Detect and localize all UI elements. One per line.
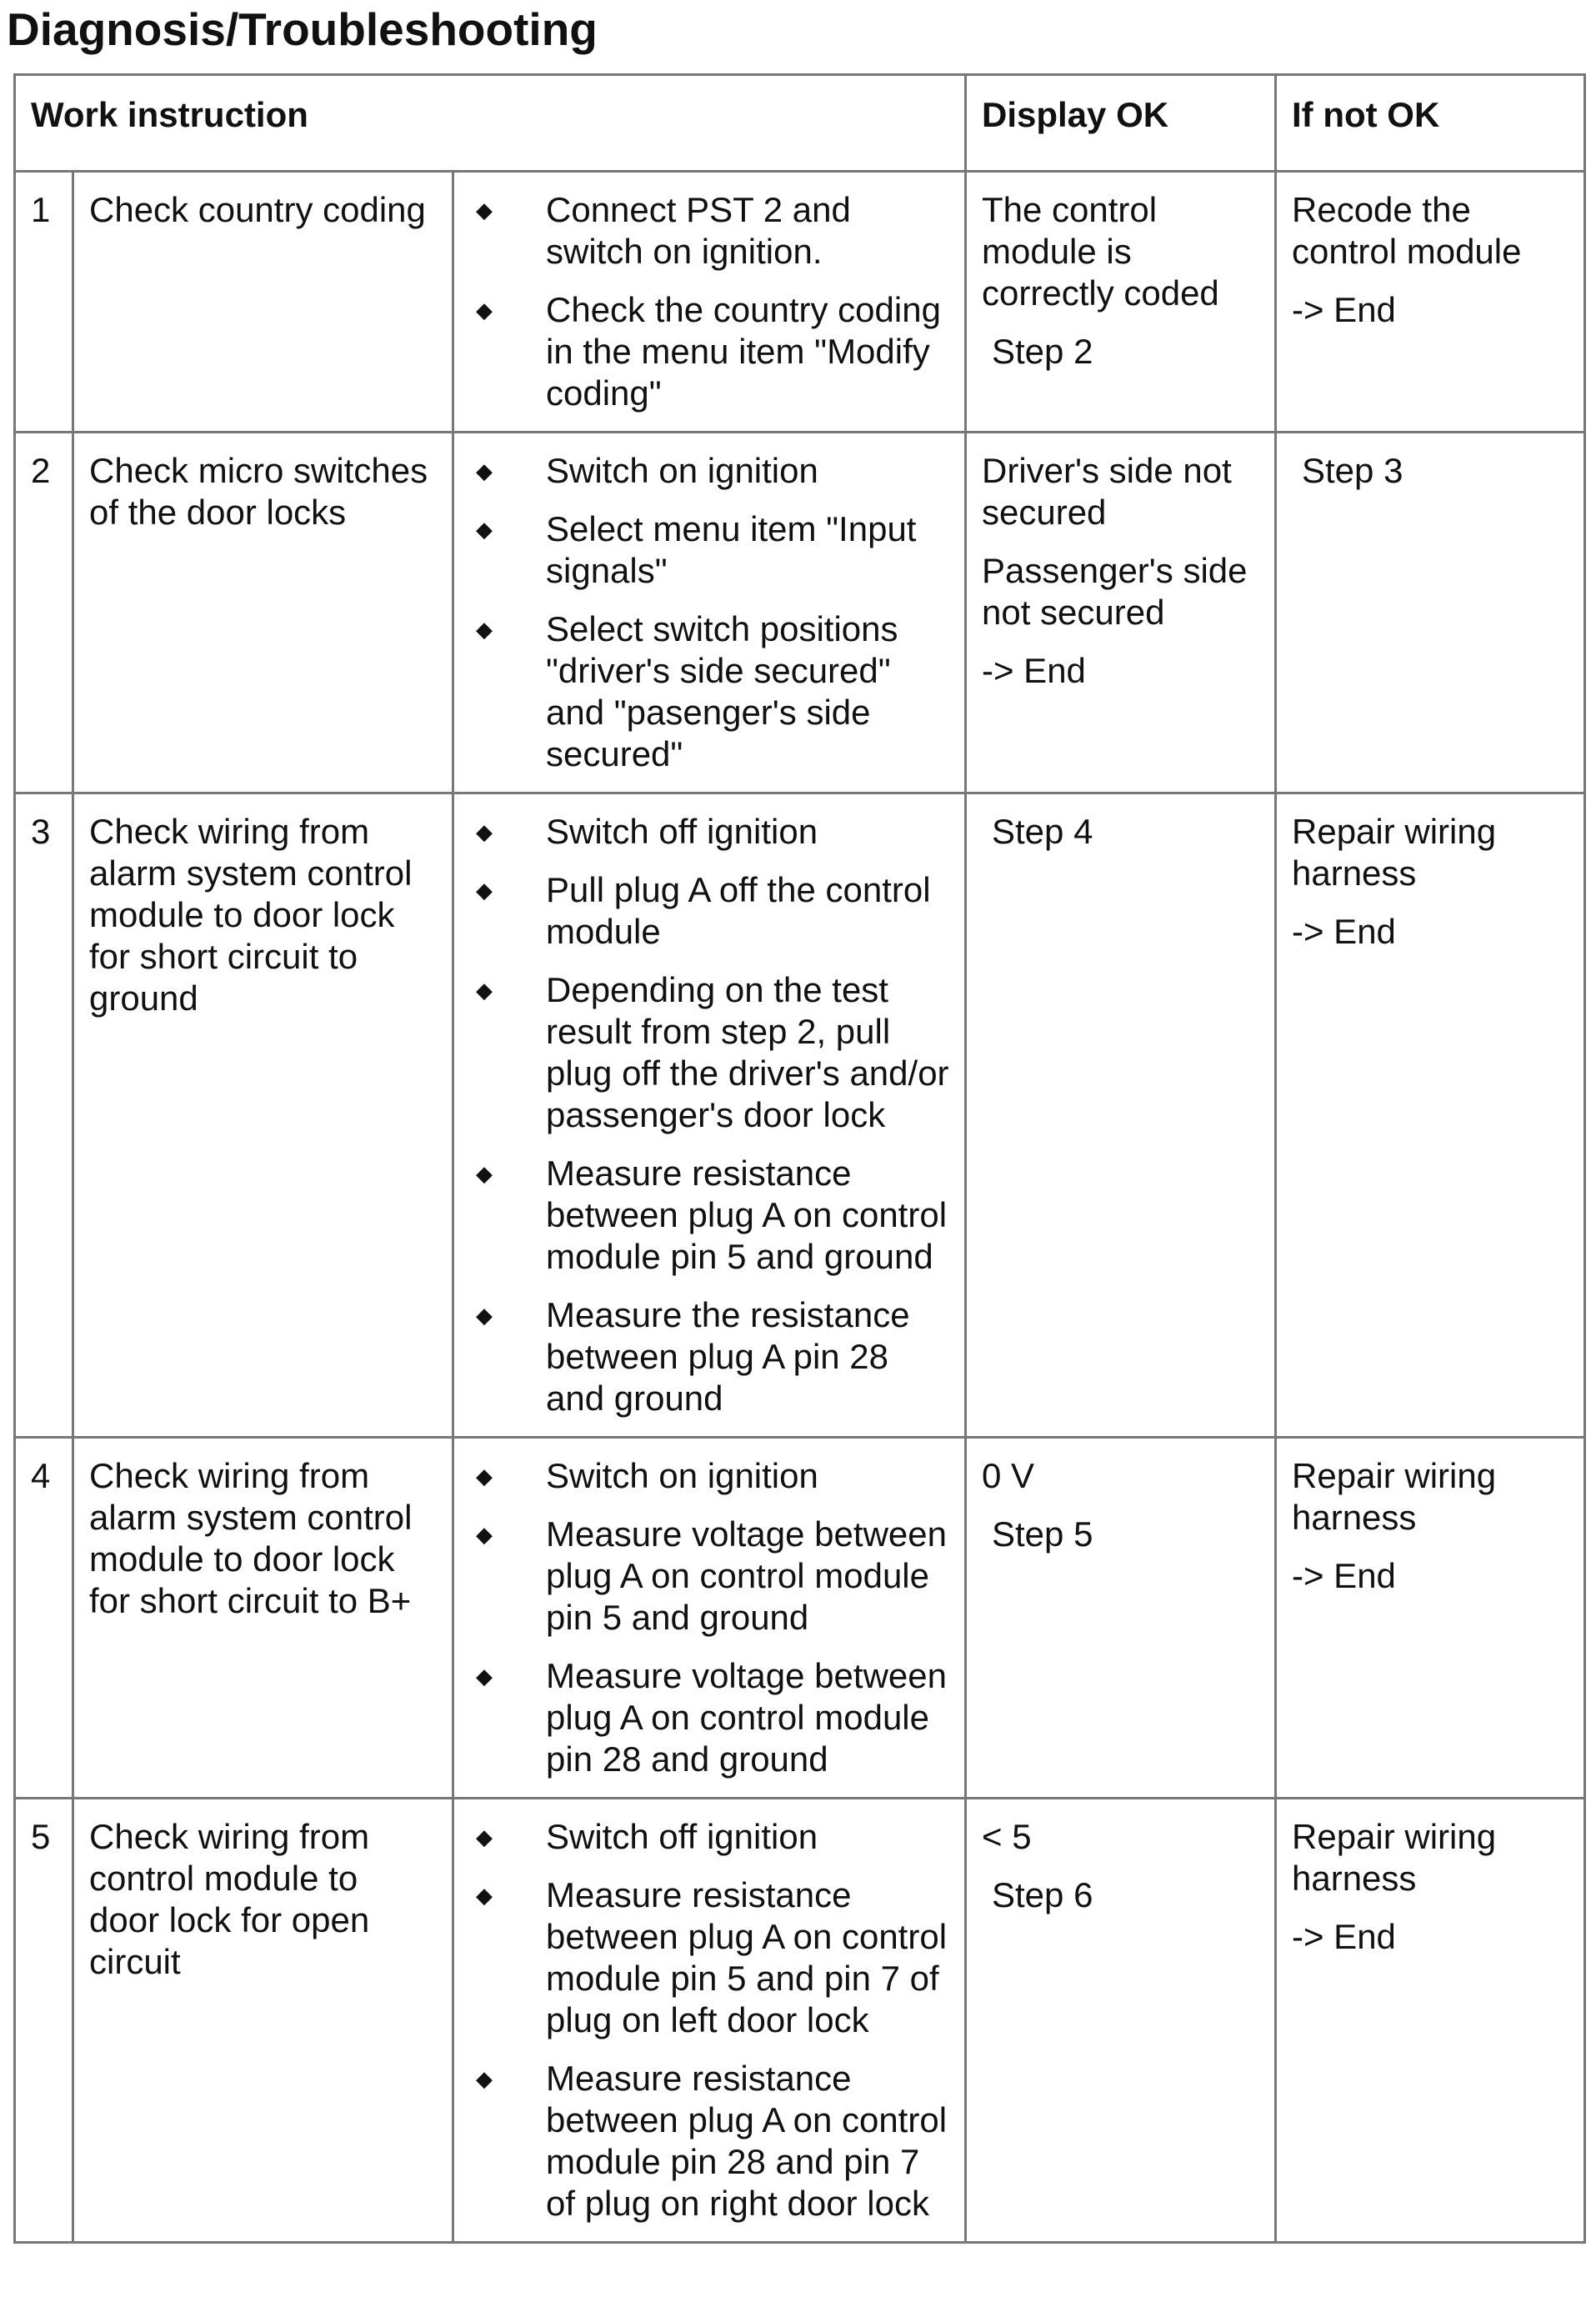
diamond-bullet-icon: ◆ <box>476 2066 493 2091</box>
action-text: Measure resistance between plug A on control module pin 5 and ground <box>546 1153 948 1276</box>
list-item <box>469 1514 949 1639</box>
display-ok-cell <box>966 793 1276 1438</box>
table-header-row <box>15 75 1585 172</box>
action-cell <box>453 1438 966 1799</box>
if-not-ok-cell <box>1276 1799 1585 2243</box>
diamond-bullet-icon: ◆ <box>476 458 493 483</box>
diamond-bullet-icon: ◆ <box>476 878 493 903</box>
header-display-ok: Display OK <box>966 75 1276 172</box>
if-not-ok-cell <box>1276 1438 1585 1799</box>
if-not-ok-cell <box>1276 793 1585 1438</box>
display-ok-text: Step 6 <box>992 1875 1093 1914</box>
list-item <box>469 2058 949 2224</box>
if-not-ok-cell <box>1276 172 1585 433</box>
diamond-bullet-icon: ◆ <box>476 1824 493 1849</box>
action-text: Measure voltage between plug A on control module pin 5 and ground <box>546 1514 947 1637</box>
if-not-ok-cell <box>1276 433 1585 793</box>
diamond-bullet-icon: ◆ <box>476 819 493 844</box>
table-row <box>15 433 1585 793</box>
display-ok-text: < 5 <box>982 1817 1032 1856</box>
action-list <box>469 1455 949 1780</box>
list-item <box>469 1455 949 1497</box>
if-not-ok-text: Repair wiring harness <box>1292 1456 1497 1537</box>
action-text: Switch on ignition <box>546 451 818 490</box>
list-item <box>469 1153 949 1278</box>
action-text: Pull plug A off the control module <box>546 870 931 951</box>
action-list <box>469 189 949 414</box>
display-ok-text: Step 2 <box>992 332 1093 371</box>
display-ok-text: Step 4 <box>992 812 1093 851</box>
table-row <box>15 793 1585 1438</box>
if-not-ok-text: -> End <box>1292 912 1396 951</box>
list-item <box>469 1655 949 1780</box>
diamond-bullet-icon: ◆ <box>476 1161 493 1186</box>
action-cell <box>453 1799 966 2243</box>
header-if-not-ok: If not OK <box>1276 75 1585 172</box>
action-text: Select switch positions "driver's side secured" and "pasenger's side secured" <box>546 609 898 773</box>
diamond-bullet-icon: ◆ <box>476 1464 493 1489</box>
step-description: Check wiring from alarm system control module to door lock for short circuit to B+ <box>73 1438 453 1799</box>
step-number: 3 <box>15 793 73 1438</box>
display-ok-text: The control module is correctly coded <box>982 190 1219 313</box>
list-item <box>469 289 949 414</box>
header-work-instruction: Work instruction <box>15 75 966 172</box>
display-ok-text: 0 V <box>982 1456 1035 1495</box>
action-list <box>469 1816 949 2224</box>
table-row <box>15 172 1585 433</box>
action-text: Measure voltage between plug A on control module pin 28 and ground <box>546 1656 947 1779</box>
if-not-ok-text: -> End <box>1292 1556 1396 1595</box>
display-ok-text: -> End <box>982 651 1086 690</box>
action-text: Connect PST 2 and switch on ignition. <box>546 190 851 271</box>
page-title: Diagnosis/Troubleshooting <box>7 3 598 55</box>
display-ok-cell <box>966 1438 1276 1799</box>
action-text: Measure resistance between plug A on control module pin 28 and pin 7 of plug on right door lock <box>546 2059 948 2223</box>
action-cell <box>453 433 966 793</box>
if-not-ok-text: -> End <box>1292 290 1396 329</box>
if-not-ok-text: Repair wiring harness <box>1292 812 1497 893</box>
list-item <box>469 1294 949 1419</box>
action-text: Depending on the test result from step 2, pull plug off the driver's and/or passenger's door lock <box>546 970 949 1134</box>
if-not-ok-text: Repair wiring harness <box>1292 1817 1497 1898</box>
diamond-bullet-icon: ◆ <box>476 517 493 542</box>
diamond-bullet-icon: ◆ <box>476 1522 493 1547</box>
action-cell <box>453 793 966 1438</box>
diamond-bullet-icon: ◆ <box>476 1883 493 1908</box>
table-row <box>15 1799 1585 2243</box>
step-description: Check country coding <box>73 172 453 433</box>
troubleshooting-table <box>13 73 1586 2244</box>
diamond-bullet-icon: ◆ <box>476 617 493 642</box>
list-item <box>469 811 949 853</box>
if-not-ok-text: -> End <box>1292 1917 1396 1956</box>
list-item <box>469 508 949 592</box>
action-text: Measure resistance between plug A on control module pin 5 and pin 7 of plug on left door lock <box>546 1875 948 2039</box>
step-description: Check wiring from alarm system control module to door lock for short circuit to ground <box>73 793 453 1438</box>
step-number: 2 <box>15 433 73 793</box>
table-row <box>15 1438 1585 1799</box>
step-number: 1 <box>15 172 73 433</box>
diamond-bullet-icon: ◆ <box>476 978 493 1003</box>
display-ok-text: Passenger's side not secured <box>982 551 1248 632</box>
if-not-ok-text: Recode the control module <box>1292 190 1522 271</box>
diamond-bullet-icon: ◆ <box>476 1664 493 1689</box>
display-ok-text: Driver's side not secured <box>982 451 1232 532</box>
display-ok-text: Step 5 <box>992 1514 1093 1554</box>
step-description: Check micro switches of the door locks <box>73 433 453 793</box>
step-number: 4 <box>15 1438 73 1799</box>
display-ok-cell <box>966 1799 1276 2243</box>
diamond-bullet-icon: ◆ <box>476 1303 493 1328</box>
display-ok-cell <box>966 433 1276 793</box>
list-item <box>469 1816 949 1858</box>
action-text: Check the country coding in the menu item "Modify coding" <box>546 290 941 413</box>
action-cell <box>453 172 966 433</box>
action-text: Switch off ignition <box>546 812 818 851</box>
action-text: Measure the resistance between plug A pin 28 and ground <box>546 1295 910 1418</box>
list-item <box>469 189 949 273</box>
list-item <box>469 450 949 492</box>
action-text: Switch on ignition <box>546 1456 818 1495</box>
list-item <box>469 608 949 775</box>
step-description: Check wiring from control module to door lock for open circuit <box>73 1799 453 2243</box>
if-not-ok-text: Step 3 <box>1302 451 1403 490</box>
action-list <box>469 450 949 775</box>
action-text: Select menu item "Input signals" <box>546 509 917 590</box>
list-item <box>469 869 949 953</box>
list-item <box>469 1874 949 2041</box>
list-item <box>469 969 949 1136</box>
diamond-bullet-icon: ◆ <box>476 198 493 223</box>
display-ok-cell <box>966 172 1276 433</box>
diamond-bullet-icon: ◆ <box>476 298 493 323</box>
action-text: Switch off ignition <box>546 1817 818 1856</box>
step-number: 5 <box>15 1799 73 2243</box>
action-list <box>469 811 949 1419</box>
